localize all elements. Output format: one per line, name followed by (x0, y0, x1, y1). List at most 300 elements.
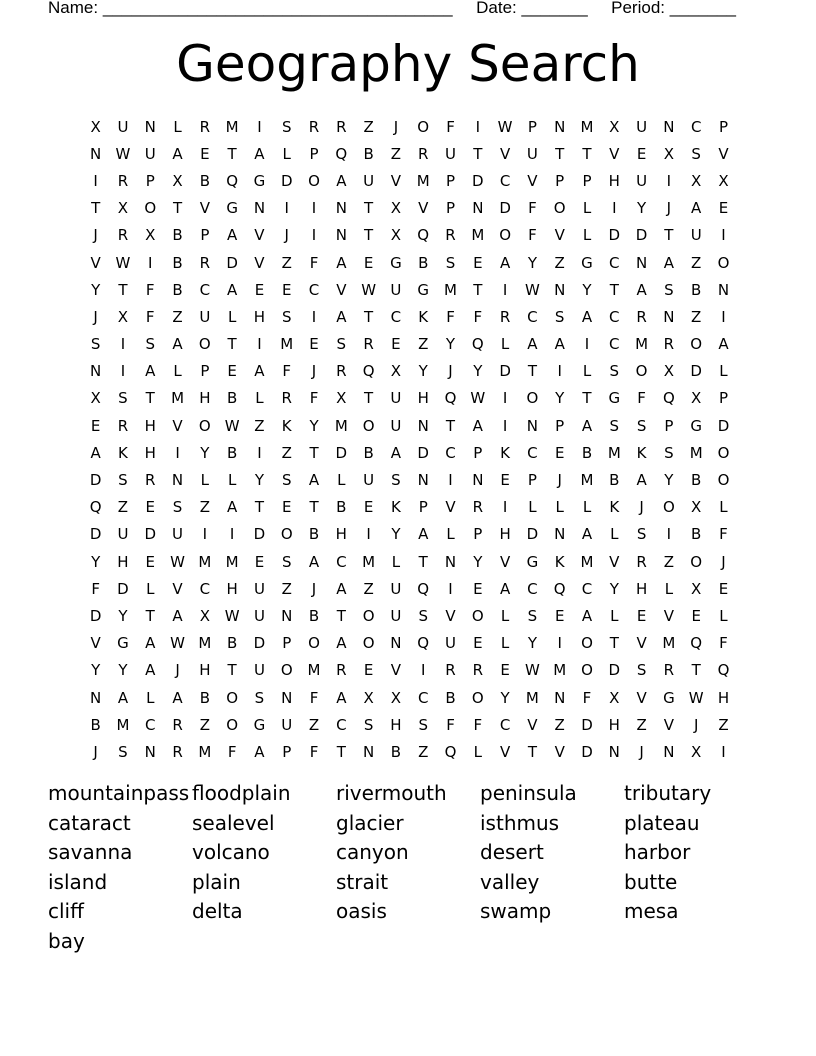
grid-letter[interactable]: N (335, 199, 347, 218)
grid-letter[interactable]: J (693, 715, 699, 734)
grid-letter[interactable]: T (582, 389, 592, 408)
grid-letter[interactable]: S (145, 335, 155, 354)
grid-letter[interactable]: S (391, 471, 401, 490)
grid-letter[interactable]: Z (363, 579, 374, 598)
grid-letter[interactable]: Z (554, 253, 565, 272)
grid-letter[interactable]: N (717, 280, 730, 299)
grid-letter[interactable]: L (146, 579, 155, 598)
grid-letter[interactable]: U (253, 579, 265, 598)
grid-letter[interactable]: Y (527, 634, 537, 653)
grid-letter[interactable]: K (418, 307, 429, 326)
grid-letter[interactable]: F (309, 742, 319, 761)
grid-letter[interactable]: B (390, 742, 402, 761)
grid-letter[interactable]: V (254, 226, 265, 245)
grid-letter[interactable]: O (471, 688, 484, 707)
grid-letter[interactable]: S (445, 253, 456, 272)
grid-letter[interactable]: D (635, 226, 648, 245)
grid-letter[interactable]: C (609, 253, 620, 272)
grid-letter[interactable]: Q (690, 634, 703, 653)
grid-letter[interactable]: B (90, 715, 101, 734)
grid-letter[interactable]: I (311, 199, 317, 218)
grid-letter[interactable]: J (311, 362, 317, 381)
grid-letter[interactable]: R (472, 661, 484, 680)
grid-letter[interactable]: S (636, 416, 647, 435)
grid-letter[interactable]: F (473, 307, 483, 326)
grid-letter[interactable]: T (227, 144, 237, 163)
grid-letter[interactable]: D (581, 742, 593, 761)
grid-letter[interactable]: O (280, 525, 293, 544)
grid-letter[interactable]: I (229, 525, 235, 544)
grid-letter[interactable]: F (227, 742, 237, 761)
grid-letter[interactable]: V (390, 661, 402, 680)
grid-letter[interactable]: N (663, 307, 675, 326)
grid-letter[interactable]: M (607, 443, 621, 462)
grid-letter[interactable]: R (199, 253, 211, 272)
grid-letter[interactable]: K (500, 443, 511, 462)
grid-letter[interactable]: P (582, 171, 592, 190)
grid-letter[interactable]: P (445, 199, 456, 218)
grid-letter[interactable]: U (445, 144, 456, 163)
grid-letter[interactable]: S (118, 471, 128, 490)
grid-letter[interactable]: H (390, 715, 402, 734)
grid-letter[interactable]: A (527, 335, 538, 354)
grid-letter[interactable]: U (690, 226, 702, 245)
grid-letter[interactable]: E (473, 579, 483, 598)
grid-letter[interactable]: T (364, 307, 374, 326)
grid-letter[interactable]: E (363, 661, 374, 680)
grid-letter[interactable]: A (308, 552, 320, 571)
grid-letter[interactable]: B (199, 171, 210, 190)
grid-letter[interactable]: Q (417, 634, 430, 653)
grid-letter[interactable]: B (445, 688, 456, 707)
grid-letter[interactable]: Q (662, 389, 675, 408)
grid-letter[interactable]: X (90, 117, 101, 136)
grid-letter[interactable]: S (281, 307, 292, 326)
name-field[interactable]: _____________________________________ (102, 0, 453, 17)
grid-letter[interactable]: B (308, 525, 320, 544)
grid-letter[interactable]: U (199, 307, 211, 326)
grid-letter[interactable]: V (445, 606, 456, 625)
grid-letter[interactable]: A (254, 362, 265, 381)
grid-letter[interactable]: N (144, 117, 156, 136)
grid-letter[interactable]: Y (582, 280, 592, 299)
grid-letter[interactable]: S (691, 144, 701, 163)
grid-letter[interactable]: T (118, 280, 128, 299)
grid-letter[interactable]: W (170, 634, 185, 653)
grid-letter[interactable]: X (145, 226, 156, 245)
grid-letter[interactable]: A (718, 335, 729, 354)
grid-letter[interactable]: M (689, 443, 703, 462)
grid-letter[interactable]: L (255, 389, 264, 408)
grid-letter[interactable]: T (609, 280, 619, 299)
grid-letter[interactable]: U (390, 579, 402, 598)
grid-letter[interactable]: S (418, 715, 428, 734)
grid-letter[interactable]: J (93, 226, 98, 245)
grid-letter[interactable]: A (336, 634, 347, 653)
grid-letter[interactable]: A (227, 498, 238, 517)
grid-letter[interactable]: M (334, 416, 348, 435)
grid-letter[interactable]: Z (691, 253, 702, 272)
grid-letter[interactable]: Z (172, 307, 183, 326)
grid-letter[interactable]: Z (363, 117, 374, 136)
grid-letter[interactable]: X (691, 389, 702, 408)
grid-letter[interactable]: G (526, 552, 539, 571)
grid-letter[interactable]: U (445, 634, 456, 653)
grid-letter[interactable]: I (448, 471, 453, 490)
grid-letter[interactable]: E (145, 552, 155, 571)
grid-letter[interactable]: U (390, 280, 402, 299)
grid-letter[interactable]: L (173, 117, 182, 136)
grid-letter[interactable]: S (554, 307, 565, 326)
period-field[interactable]: _______ (669, 0, 736, 17)
grid-letter[interactable]: B (172, 226, 183, 245)
grid-letter[interactable]: N (171, 471, 184, 490)
grid-letter[interactable]: E (145, 498, 155, 517)
grid-letter[interactable]: A (691, 199, 702, 218)
grid-letter[interactable]: U (526, 144, 538, 163)
grid-letter[interactable]: Q (417, 579, 430, 598)
grid-letter[interactable]: G (608, 389, 621, 408)
grid-letter[interactable]: L (200, 471, 210, 490)
grid-letter[interactable]: P (718, 389, 728, 408)
grid-letter[interactable]: L (610, 606, 619, 625)
grid-letter[interactable]: I (612, 199, 617, 218)
grid-letter[interactable]: E (473, 253, 483, 272)
grid-letter[interactable]: G (581, 253, 593, 272)
grid-letter[interactable]: O (690, 552, 703, 571)
grid-letter[interactable]: L (664, 579, 674, 598)
grid-letter[interactable]: R (663, 335, 675, 354)
grid-letter[interactable]: C (527, 307, 538, 326)
grid-letter[interactable]: N (444, 552, 457, 571)
grid-letter[interactable]: L (582, 199, 592, 218)
grid-letter[interactable]: O (690, 335, 703, 354)
grid-letter[interactable]: B (226, 634, 238, 653)
grid-letter[interactable]: W (524, 280, 540, 299)
grid-letter[interactable]: Z (418, 742, 429, 761)
grid-letter[interactable]: I (148, 253, 153, 272)
grid-letter[interactable]: N (663, 117, 675, 136)
grid-letter[interactable]: B (691, 280, 702, 299)
grid-letter[interactable]: F (446, 307, 455, 326)
grid-letter[interactable]: L (500, 634, 510, 653)
grid-letter[interactable]: U (253, 606, 265, 625)
grid-letter[interactable]: N (608, 742, 620, 761)
grid-letter[interactable]: S (336, 335, 347, 354)
grid-letter[interactable]: N (281, 606, 293, 625)
grid-letter[interactable]: G (226, 199, 238, 218)
grid-letter[interactable]: L (227, 307, 237, 326)
grid-letter[interactable]: A (145, 634, 156, 653)
grid-letter[interactable]: G (253, 171, 266, 190)
grid-letter[interactable]: A (581, 416, 593, 435)
grid-letter[interactable]: X (117, 307, 129, 326)
grid-letter[interactable]: Z (554, 715, 565, 734)
grid-letter[interactable]: R (499, 307, 511, 326)
grid-letter[interactable]: T (91, 199, 101, 218)
grid-letter[interactable]: A (418, 525, 429, 544)
grid-letter[interactable]: I (93, 171, 98, 190)
grid-letter[interactable]: L (528, 498, 537, 517)
grid-letter[interactable]: O (553, 199, 566, 218)
grid-letter[interactable]: U (636, 117, 648, 136)
grid-letter[interactable]: O (280, 661, 293, 680)
grid-letter[interactable]: P (200, 226, 210, 245)
grid-letter[interactable]: E (281, 280, 292, 299)
grid-letter[interactable]: I (666, 171, 672, 190)
grid-letter[interactable]: D (89, 471, 102, 490)
grid-letter[interactable]: I (721, 226, 726, 245)
grid-letter[interactable]: B (691, 471, 702, 490)
grid-letter[interactable]: O (226, 715, 239, 734)
grid-letter[interactable]: S (609, 416, 620, 435)
grid-letter[interactable]: R (336, 362, 347, 381)
grid-letter[interactable]: V (636, 688, 647, 707)
grid-letter[interactable]: Y (664, 471, 674, 490)
grid-letter[interactable]: V (90, 253, 101, 272)
grid-letter[interactable]: G (690, 416, 702, 435)
grid-letter[interactable]: I (584, 335, 590, 354)
grid-letter[interactable]: H (199, 389, 211, 408)
grid-letter[interactable]: X (691, 742, 702, 761)
grid-letter[interactable]: V (499, 742, 511, 761)
grid-letter[interactable]: A (336, 171, 347, 190)
grid-letter[interactable]: X (390, 199, 402, 218)
grid-letter[interactable]: Z (199, 715, 210, 734)
grid-letter[interactable]: Z (390, 144, 402, 163)
grid-letter[interactable]: X (390, 226, 402, 245)
grid-letter[interactable]: M (198, 552, 212, 571)
grid-letter[interactable]: F (582, 688, 592, 707)
grid-letter[interactable]: X (363, 688, 374, 707)
grid-letter[interactable]: R (308, 117, 320, 136)
grid-letter[interactable]: J (448, 362, 453, 381)
grid-letter[interactable]: T (473, 280, 483, 299)
grid-letter[interactable]: O (471, 606, 484, 625)
grid-letter[interactable]: A (636, 471, 647, 490)
grid-letter[interactable]: A (172, 335, 183, 354)
grid-letter[interactable]: E (254, 552, 265, 571)
grid-letter[interactable]: M (580, 552, 594, 571)
grid-letter[interactable]: I (257, 443, 262, 462)
grid-letter[interactable]: Z (691, 307, 702, 326)
grid-letter[interactable]: K (281, 416, 292, 435)
grid-letter[interactable]: S (281, 117, 292, 136)
grid-letter[interactable]: D (499, 199, 511, 218)
grid-letter[interactable]: J (721, 552, 726, 571)
grid-letter[interactable]: L (582, 362, 592, 381)
grid-letter[interactable]: W (497, 117, 513, 136)
grid-letter[interactable]: H (717, 688, 730, 707)
grid-letter[interactable]: D (253, 525, 266, 544)
grid-letter[interactable]: W (224, 606, 240, 625)
grid-letter[interactable]: E (200, 144, 210, 163)
grid-letter[interactable]: C (527, 579, 538, 598)
grid-letter[interactable]: C (527, 443, 538, 462)
grid-letter[interactable]: E (473, 634, 483, 653)
grid-letter[interactable]: N (554, 280, 566, 299)
grid-letter[interactable]: H (499, 525, 511, 544)
grid-letter[interactable]: U (636, 171, 648, 190)
grid-letter[interactable]: K (636, 443, 647, 462)
grid-letter[interactable]: U (390, 416, 402, 435)
grid-letter[interactable]: I (120, 362, 126, 381)
grid-letter[interactable]: Z (636, 715, 647, 734)
grid-letter[interactable]: D (253, 634, 266, 653)
grid-letter[interactable]: N (417, 471, 429, 490)
grid-letter[interactable]: I (257, 117, 262, 136)
grid-letter[interactable]: Q (417, 226, 430, 245)
grid-letter[interactable]: M (580, 471, 594, 490)
grid-letter[interactable]: I (502, 416, 508, 435)
grid-letter[interactable]: X (718, 171, 729, 190)
grid-letter[interactable]: H (253, 307, 266, 326)
grid-letter[interactable]: C (499, 715, 511, 734)
grid-letter[interactable]: P (282, 634, 292, 653)
grid-letter[interactable]: Y (637, 199, 647, 218)
grid-letter[interactable]: A (227, 226, 238, 245)
grid-letter[interactable]: L (227, 471, 237, 490)
grid-letter[interactable]: M (525, 688, 539, 707)
grid-letter[interactable]: Q (226, 171, 239, 190)
date-field[interactable]: _______ (521, 0, 588, 17)
grid-letter[interactable]: H (199, 661, 211, 680)
grid-letter[interactable]: A (336, 253, 347, 272)
grid-letter[interactable]: N (90, 688, 102, 707)
grid-letter[interactable]: Y (500, 688, 510, 707)
grid-letter[interactable]: V (418, 199, 429, 218)
grid-letter[interactable]: C (499, 171, 511, 190)
grid-letter[interactable]: M (635, 335, 649, 354)
grid-letter[interactable]: Y (91, 280, 101, 299)
grid-letter[interactable]: F (528, 226, 537, 245)
grid-letter[interactable]: L (282, 144, 291, 163)
grid-letter[interactable]: W (688, 688, 704, 707)
grid-letter[interactable]: O (362, 606, 375, 625)
grid-letter[interactable]: V (445, 498, 456, 517)
grid-letter[interactable]: X (390, 362, 402, 381)
grid-letter[interactable]: T (227, 661, 237, 680)
grid-letter[interactable]: S (172, 498, 183, 517)
grid-letter[interactable]: T (473, 144, 483, 163)
grid-letter[interactable]: J (639, 498, 644, 517)
grid-letter[interactable]: M (362, 552, 376, 571)
grid-letter[interactable]: D (608, 226, 621, 245)
grid-letter[interactable]: L (446, 525, 455, 544)
grid-letter[interactable]: N (663, 742, 675, 761)
grid-letter[interactable]: T (227, 335, 237, 354)
grid-letter[interactable]: R (145, 471, 156, 490)
grid-letter[interactable]: M (198, 634, 212, 653)
grid-letter[interactable]: B (172, 280, 183, 299)
grid-letter[interactable]: F (446, 715, 455, 734)
grid-letter[interactable]: O (308, 634, 320, 653)
grid-letter[interactable]: A (336, 579, 347, 598)
grid-letter[interactable]: R (172, 715, 183, 734)
grid-letter[interactable]: T (582, 144, 592, 163)
grid-letter[interactable]: L (610, 525, 619, 544)
grid-letter[interactable]: V (554, 226, 565, 245)
grid-letter[interactable]: J (284, 226, 289, 245)
grid-letter[interactable]: A (172, 144, 183, 163)
grid-letter[interactable]: I (257, 335, 262, 354)
grid-letter[interactable]: A (227, 280, 238, 299)
grid-letter[interactable]: D (581, 715, 593, 734)
grid-letter[interactable]: O (662, 498, 675, 517)
grid-letter[interactable]: T (145, 606, 155, 625)
grid-letter[interactable]: O (362, 416, 375, 435)
grid-letter[interactable]: Y (118, 661, 128, 680)
grid-letter[interactable]: M (280, 335, 294, 354)
grid-letter[interactable]: I (502, 389, 508, 408)
grid-letter[interactable]: L (719, 498, 728, 517)
grid-letter[interactable]: C (690, 117, 702, 136)
grid-letter[interactable]: R (172, 742, 183, 761)
grid-letter[interactable]: A (172, 688, 183, 707)
grid-letter[interactable]: A (581, 307, 593, 326)
grid-letter[interactable]: E (309, 335, 319, 354)
grid-letter[interactable]: O (526, 389, 539, 408)
grid-letter[interactable]: L (391, 552, 401, 571)
grid-letter[interactable]: B (363, 144, 374, 163)
grid-letter[interactable]: E (691, 606, 701, 625)
grid-letter[interactable]: T (364, 389, 374, 408)
grid-letter[interactable]: B (226, 389, 238, 408)
grid-letter[interactable]: N (335, 226, 347, 245)
grid-letter[interactable]: L (500, 335, 510, 354)
grid-letter[interactable]: T (527, 742, 537, 761)
grid-letter[interactable]: M (662, 634, 676, 653)
grid-letter[interactable]: N (281, 688, 293, 707)
grid-letter[interactable]: V (663, 606, 675, 625)
grid-letter[interactable]: Y (309, 416, 319, 435)
grid-letter[interactable]: J (93, 742, 98, 761)
grid-letter[interactable]: X (117, 199, 129, 218)
grid-letter[interactable]: C (336, 715, 347, 734)
grid-letter[interactable]: P (473, 443, 483, 462)
grid-letter[interactable]: T (555, 144, 565, 163)
grid-letter[interactable]: V (609, 552, 620, 571)
grid-letter[interactable]: F (446, 117, 455, 136)
grid-letter[interactable]: B (226, 443, 238, 462)
grid-letter[interactable]: U (253, 661, 265, 680)
grid-letter[interactable]: E (718, 579, 729, 598)
grid-letter[interactable]: V (172, 579, 183, 598)
grid-letter[interactable]: D (717, 416, 730, 435)
grid-letter[interactable]: E (363, 253, 374, 272)
grid-letter[interactable]: O (362, 634, 375, 653)
grid-letter[interactable]: T (309, 498, 319, 517)
grid-letter[interactable]: D (89, 525, 102, 544)
grid-letter[interactable]: J (393, 117, 399, 136)
grid-letter[interactable]: A (336, 307, 347, 326)
grid-letter[interactable]: D (417, 443, 429, 462)
grid-letter[interactable]: A (390, 443, 402, 462)
grid-letter[interactable]: N (390, 634, 402, 653)
grid-letter[interactable]: T (364, 199, 374, 218)
grid-letter[interactable]: H (417, 389, 429, 408)
grid-letter[interactable]: F (91, 579, 100, 598)
grid-letter[interactable]: D (472, 171, 484, 190)
grid-letter[interactable]: O (581, 661, 593, 680)
grid-letter[interactable]: H (335, 525, 347, 544)
grid-letter[interactable]: S (418, 606, 428, 625)
grid-letter[interactable]: Q (89, 498, 102, 517)
grid-letter[interactable]: I (502, 498, 508, 517)
grid-letter[interactable]: N (253, 199, 266, 218)
grid-letter[interactable]: Y (473, 362, 483, 381)
grid-letter[interactable]: B (609, 471, 620, 490)
